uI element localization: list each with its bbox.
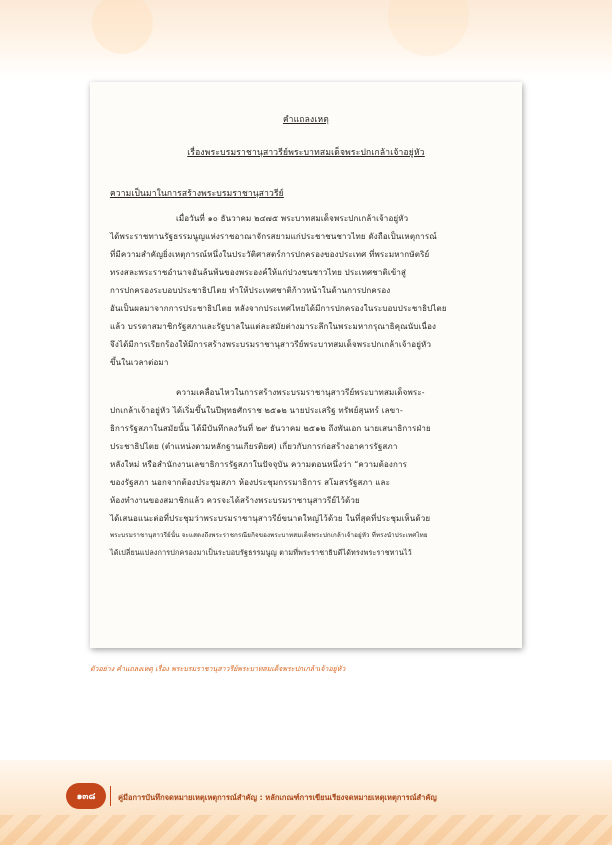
paragraph1-line: ขึ้นในเวลาต่อมา <box>110 358 169 367</box>
figure-caption: ตัวอย่าง คำแถลงเหตุ เรื่อง พระบรมราชานุสาวรีย์พระบาทสมเด็จพระปกเกล้าเจ้าอยู่หัว <box>90 665 346 673</box>
paragraph1-line: เมื่อวันที่ ๑๐ ธันวาคม ๒๔๗๕ พระบาทสมเด็จพระปกเกล้าเจ้าอยู่หัว <box>176 214 409 223</box>
document-heading: คำแถลงเหตุ <box>282 115 330 125</box>
paragraph2-line: ได้เสนอแนะต่อที่ประชุมว่าพระบรมราชานุสาวรีย์ขนาดใหญ่ไว้ด้วย ในที่สุดที่ประชุมเห็นด้วย <box>110 514 431 523</box>
footer-divider <box>110 786 111 806</box>
paragraph2-line: ปกเกล้าเจ้าอยู่หัว ได้เริ่มขึ้นในปีพุทธศักราช ๒๕๑๒ นายประเสริฐ ทรัพย์สุนทร์ เลขา- <box>110 406 403 415</box>
paragraph1-line: แล้ว บรรดาสมาชิกรัฐสภาและรัฐบาลในแต่ละสมัยต่างมาระลึกในพระมหากรุณาธิคุณนับเนื่อง <box>110 322 437 331</box>
section-title: ความเป็นมาในการสร้างพระบรมราชานุสาวรีย์ <box>110 189 284 199</box>
paragraph1-line: อันเป็นผลมาจากการประชาธิปไตย หลังจากประเทศไทยได้มีการปกครองในระบอบประชาธิปไตย <box>110 304 447 313</box>
top-decorative-band <box>0 0 612 78</box>
scanned-document <box>90 82 522 648</box>
paragraph2-line: ความเคลื่อนไหวในการสร้างพระบรมราชานุสาวรีย์พระบาทสมเด็จพระ- <box>176 388 425 397</box>
paragraph2-line: ได้เปลี่ยนแปลงการปกครองมาเป็นระบอบรัฐธรรมนูญ ตามที่พระราชาธิบดีได้ทรงพระราชทานไว้ <box>110 548 412 557</box>
paragraph2-line: พระบรมราชานุสาวรีย์นั้น จะแสดงถึงพระราชกรณียกิจของพระบาทสมเด็จพระปกเกล้าเจ้าอยู่หัว ที่ทรงนำประเทศไทย <box>110 532 428 539</box>
document-subheading: เรื่องพระบรมราชานุสาวรีย์พระบาทสมเด็จพระปกเกล้าเจ้าอยู่หัว <box>187 148 425 158</box>
paragraph1-line: ที่มีความสำคัญยิ่งเหตุการณ์หนึ่งในประวัติศาสตร์การปกครองของประเทศ ที่พระมหากษัตริย์ <box>110 250 430 259</box>
paragraph1-line: จึงได้มีการเรียกร้องให้มีการสร้างพระบรมราชานุสาวรีย์พระบาทสมเด็จพระปกเกล้าเจ้าอยู่หัว <box>110 340 432 349</box>
paragraph2-line: หลังใหม่ หรือสำนักงานเลขาธิการรัฐสภาในปัจจุบัน ความตอนหนึ่งว่า “ความต้องการ <box>110 460 408 469</box>
page-number-badge: ๑๓๘ <box>66 783 106 809</box>
footer-running-title: คู่มือการบันทึกจดหมายเหตุเหตุการณ์สำคัญ : หลักเกณฑ์การเขียนเรียงจดหมายเหตุเหตุการณ์สำคัญ <box>118 793 437 802</box>
paragraph2-line: ประชาธิปไตย (ตำแหน่งตามหลักฐานเกียรติยศ) เกี่ยวกับการก่อสร้างอาคารรัฐสภา <box>110 442 398 451</box>
paragraph1-line: ทรงสละพระราชอำนาจอันล้นพ้นของพระองค์ให้แก่ปวงชนชาวไทย ประเทศชาติเข้าสู่ <box>110 268 407 277</box>
paragraph2-line: ธิการรัฐสภาในสมัยนั้น ได้มีบันทึกลงวันที่ ๒๙ ธันวาคม ๒๕๑๒ ถึงพันเอก นายเสนาธิการฝ่าย <box>110 424 431 433</box>
paragraph2-line: ของรัฐสภา นอกจากต้องประชุมสภา ห้องประชุมกรรมาธิการ สโมสรรัฐสภา และ <box>110 478 391 487</box>
paragraph1-line: ได้พระราชทานรัฐธรรมนูญแห่งราชอาณาจักรสยามแก่ประชาชนชาวไทย ดังถือเป็นเหตุการณ์ <box>110 232 437 241</box>
paragraph1-line: การปกครองระบอบประชาธิปไตย ทำให้ประเทศชาติก้าวหน้าในด้านการปกครอง <box>110 286 391 295</box>
paragraph2-line: ห้องทำงานของสมาชิกแล้ว ควรจะได้สร้างพระบรมราชานุสาวรีย์ไว้ด้วย <box>110 496 360 505</box>
